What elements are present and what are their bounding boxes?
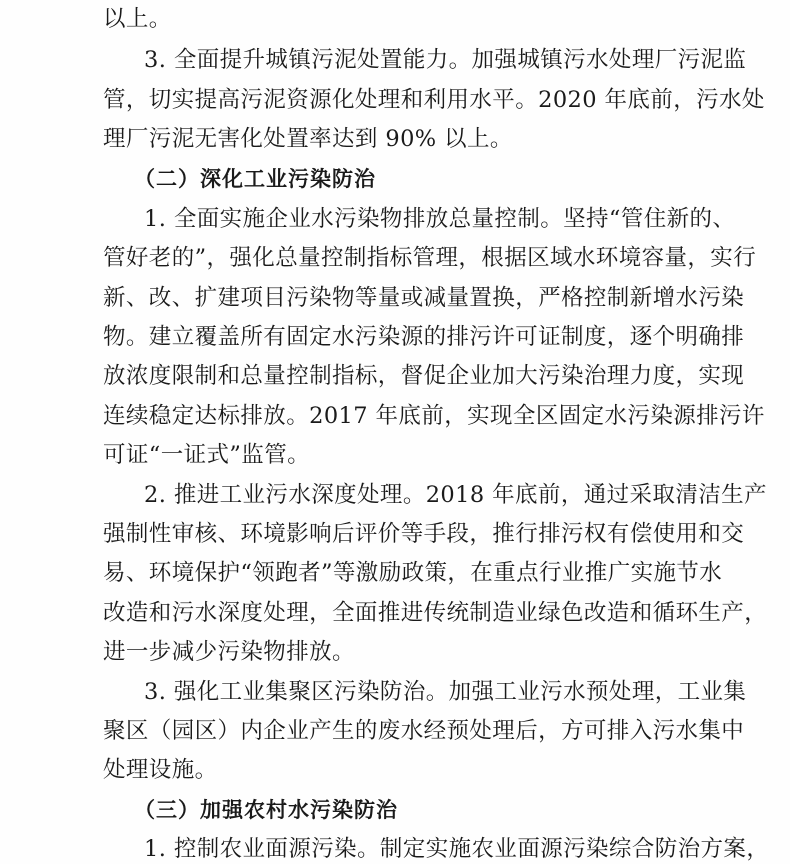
text-line: 管好老的”，强化总量控制指标管理，根据区域水环境容量，实行	[103, 245, 757, 271]
text-line: 3. 强化工业集聚区污染防治。加强工业污水预处理，工业集	[144, 679, 747, 705]
text-line: 管，切实提高污泥资源化处理和利用水平。2020 年底前，污水处	[103, 87, 765, 113]
text-line: 物。建立覆盖所有固定水污染源的排污许可证制度，逐个明确排	[103, 324, 745, 350]
text-line: 1. 全面实施企业水污染物排放总量控制。坚持“管住新的、	[144, 206, 736, 232]
text-line: 3. 全面提升城镇污泥处置能力。加强城镇污水处理厂污泥监	[144, 47, 747, 73]
text-line: 1. 控制农业面源污染。制定实施农业面源污染综合防治方案，	[144, 836, 770, 862]
section-heading: （三）加强农村水污染防治	[134, 797, 398, 822]
text-line: 2. 推进工业污水深度处理。2018 年底前，通过采取清洁生产	[144, 482, 767, 508]
text-line: 处理设施。	[103, 757, 218, 783]
text-line: 可证“一证式”监管。	[103, 442, 311, 468]
text-line: 强制性审核、环境影响后评价等手段，推行排污权有偿使用和交	[103, 521, 745, 547]
text-line: 放浓度限制和总量控制指标，督促企业加大污染治理力度，实现	[103, 363, 745, 389]
text-line: 以上。	[103, 6, 172, 32]
text-line: 聚区（园区）内企业产生的废水经预处理后，方可排入污水集中	[103, 718, 745, 744]
section-heading: （二）深化工业污染防治	[134, 166, 376, 191]
text-line: 改造和污水深度处理，全面推进传统制造业绿色改造和循环生产，	[103, 600, 768, 626]
text-line: 进一步减少污染物排放。	[103, 639, 355, 665]
text-line: 理厂污泥无害化处置率达到 90% 以上。	[103, 126, 513, 152]
text-line: 连续稳定达标排放。2017 年底前，实现全区固定水污染源排污许	[103, 403, 765, 429]
text-line: 易、环境保护“领跑者”等激励政策，在重点行业推广实施节水	[103, 560, 723, 586]
text-line: 新、改、扩建项目污染物等量或减量置换，严格控制新增水污染	[103, 285, 745, 311]
